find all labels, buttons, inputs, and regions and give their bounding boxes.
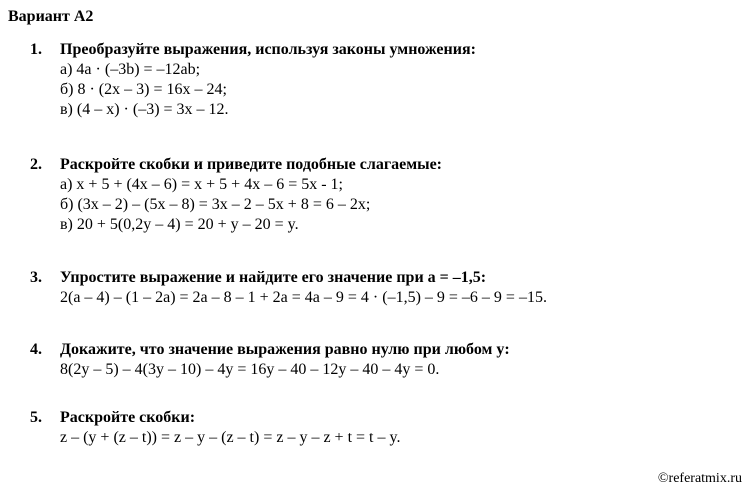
task-2-question: Раскройте скобки и приведите подобные слагаемые:	[60, 156, 443, 173]
task-4	[30, 340, 745, 380]
watermark-text: ©referatmix.ru	[657, 471, 742, 486]
task-3-answers	[60, 288, 745, 308]
task-2	[30, 155, 745, 235]
task-4-answers	[60, 360, 745, 380]
task-4-question: Докажите, что значение выражения равно нулю при любом y:	[60, 341, 510, 358]
task-2-answers	[60, 175, 745, 235]
task-3	[30, 268, 745, 308]
task-3-line-a: 2(a – 4) – (1 – 2a) = 2a – 8 – 1 + 2a = 4a – 9 = 4 · (–1,5) – 9 = –6 – 9 = –15.	[60, 289, 547, 306]
task-4-line-a: 8(2y – 5) – 4(3y – 10) – 4y = 16y – 40 – 12y – 40 – 4y = 0.	[60, 361, 440, 378]
task-2-line-a: а) x + 5 + (4x – 6) = x + 5 + 4x – 6 = 5x - 1;	[60, 176, 343, 193]
task-5-number: 5.	[30, 409, 42, 426]
task-2-heading	[30, 155, 745, 175]
task-5-answers	[60, 428, 745, 448]
task-1-line-b: б) 8 · (2x – 3) = 16x – 24;	[60, 81, 227, 98]
task-1-number: 1.	[30, 41, 42, 58]
task-1-heading	[30, 40, 745, 60]
task-4-number: 4.	[30, 341, 42, 358]
task-1-answers	[60, 60, 745, 120]
task-5-question: Раскройте скобки:	[60, 409, 196, 426]
task-1-line-a: а) 4a · (–3b) = –12ab;	[60, 61, 201, 78]
task-5	[30, 408, 745, 448]
task-3-question: Упростите выражение и найдите его значение при a = –1,5:	[60, 269, 487, 286]
task-1-line-c: в) (4 – x) · (–3) = 3x – 12.	[60, 101, 229, 118]
task-3-heading	[30, 268, 745, 288]
task-3-number: 3.	[30, 269, 42, 286]
task-4-heading	[30, 340, 745, 360]
task-2-line-c: в) 20 + 5(0,2y – 4) = 20 + y – 20 = y.	[60, 216, 299, 233]
task-2-line-b: б) (3x – 2) – (5x – 8) = 3x – 2 – 5x + 8 = 6 – 2x;	[60, 196, 371, 213]
task-2-number: 2.	[30, 156, 42, 173]
variant-title: Вариант А2	[8, 8, 94, 25]
task-5-heading	[30, 408, 745, 428]
task-1-question: Преобразуйте выражения, используя законы умножения:	[60, 41, 476, 58]
task-1	[30, 40, 745, 120]
task-5-line-a: z – (y + (z – t)) = z – y – (z – t) = z – y – z + t = t – y.	[60, 429, 401, 446]
